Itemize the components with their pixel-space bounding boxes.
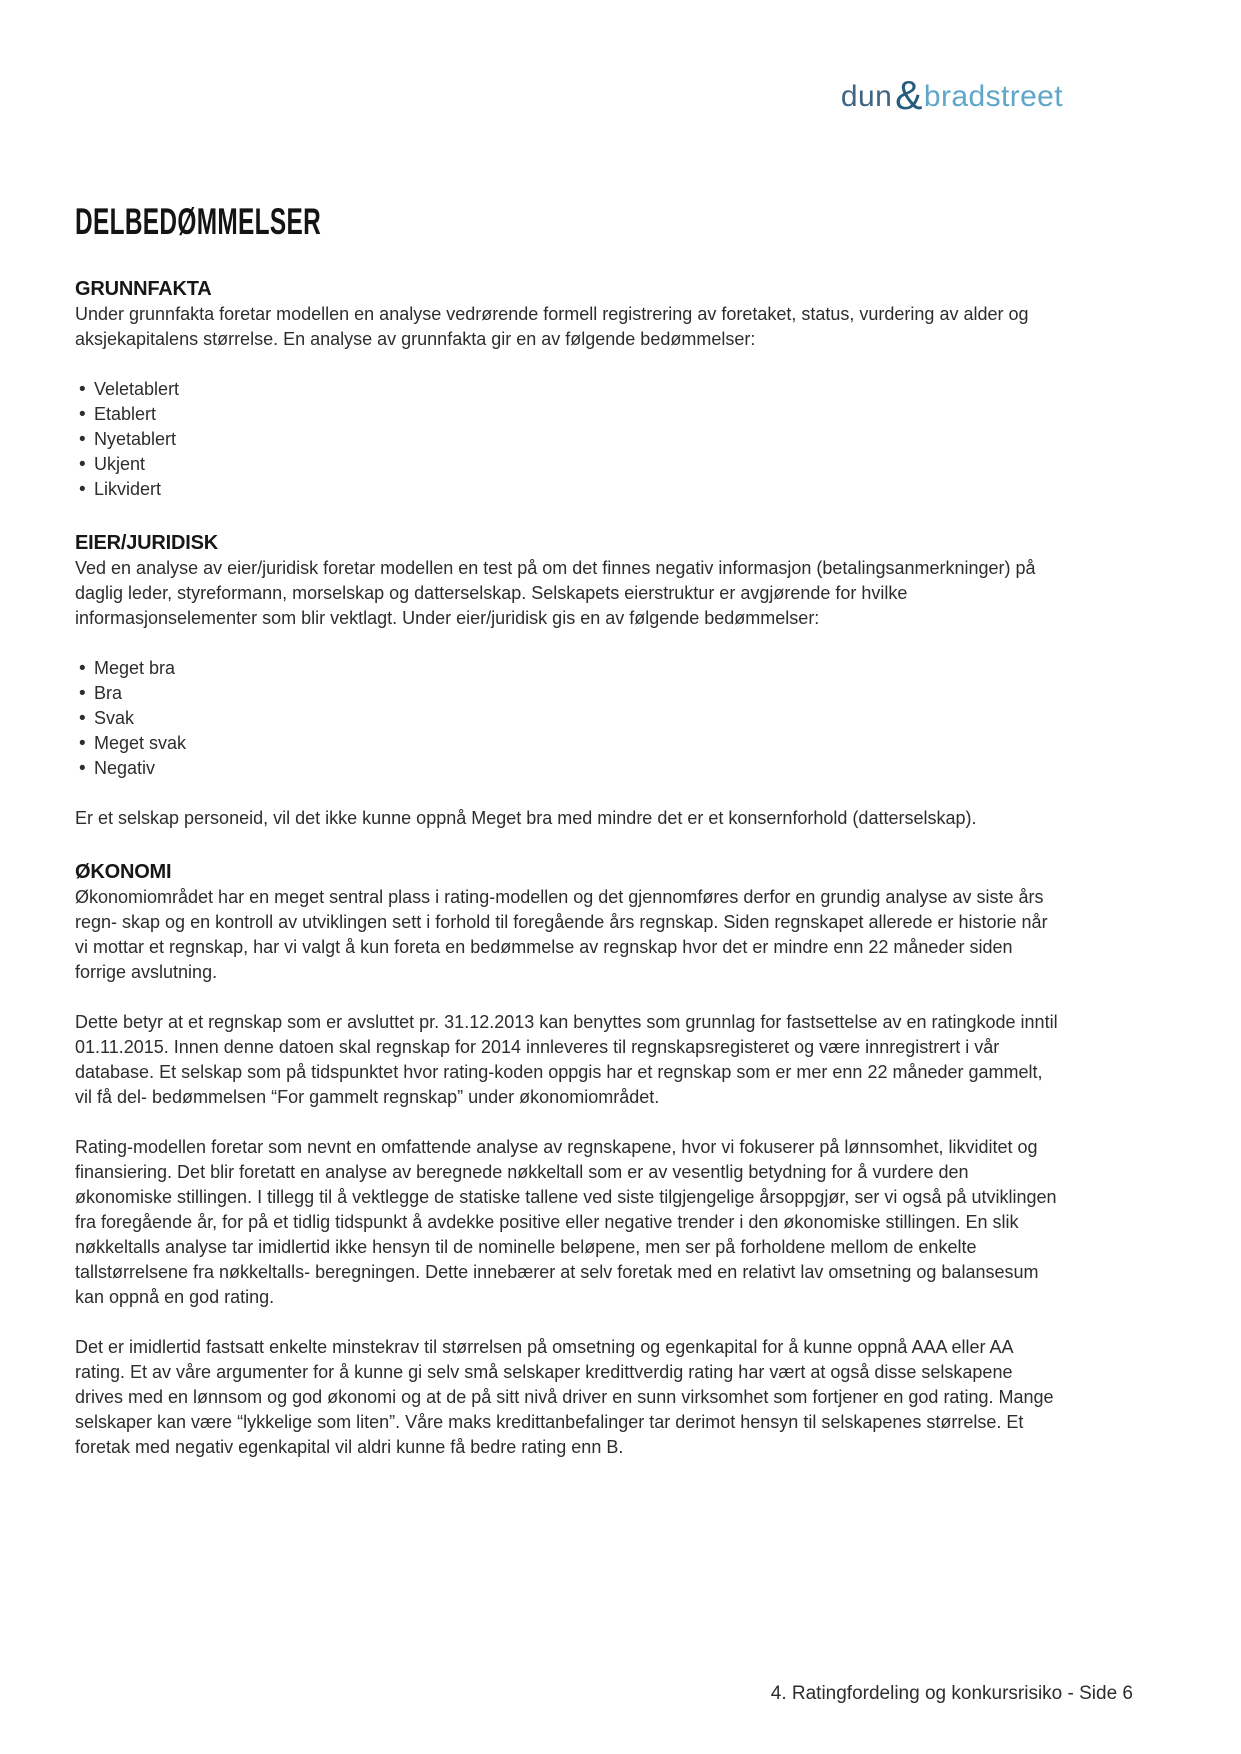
section-heading-grunnfakta: GRUNNFAKTA	[75, 278, 212, 300]
okonomi-paragraph-2: Dette betyr at et regnskap som er avsluttet pr. 31.12.2013 kan benyttes som grunnlag for fastsettelse av en ratingkode inntil 01.11.2015. Innen denne datoen skal regnskap for 2014 innleveres til regnskapsregisteret og være innregistrert i vår database. Et selskap som på tidspunktet hvor rating-koden oppgis har et regnskap som er mer enn 22 måneder gammelt, vil få del- bedømmelsen “For gammelt regnskap” under økonomiområdet.	[75, 1012, 1058, 1107]
list-item-label: Ukjent	[94, 454, 146, 474]
list-item-label: Meget svak	[94, 733, 187, 753]
list-item-label: Etablert	[94, 404, 157, 424]
bullet-icon: •	[79, 454, 86, 475]
logo-ampersand-icon: &	[895, 72, 923, 118]
section-eier-juridisk	[75, 531, 1060, 831]
list-item	[75, 377, 1060, 402]
list-item	[75, 681, 1060, 706]
list-item-label: Likvidert	[94, 479, 162, 499]
bullet-icon: •	[79, 379, 86, 400]
logo-word-bradstreet: bradstreet	[923, 80, 1063, 113]
section-heading-eier-juridisk: EIER/JURIDISK	[75, 532, 218, 554]
okonomi-paragraph-4: Det er imidlertid fastsatt enkelte minstekrav til størrelsen på omsetning og egenkapital for å kunne oppnå AAA eller AA rating. Et av våre argumenter for å kunne gi selv små selskaper kredittverdig rating har vært at også disse selskapene drives med en lønnsom og god økonomi og at de på sitt nivå driver en sunn virksomhet som fortjener en god rating. Mange selskaper kan være “lykkelige som liten”. Våre maks kredittanbefalinger tar derimot hensyn til selskapenes størrelse. Et foretak med negativ egenkapital vil aldri kunne få bedre rating enn B.	[75, 1337, 1054, 1457]
section-heading-okonomi: ØKONOMI	[75, 861, 172, 883]
bullet-icon: •	[79, 404, 86, 425]
grunnfakta-rating-list	[75, 377, 1060, 502]
eier-juridisk-note: Er et selskap personeid, vil det ikke kunne oppnå Meget bra med mindre det er et konsernforhold (datterselskap).	[75, 808, 977, 828]
section-okonomi	[75, 860, 1060, 1460]
list-item	[75, 656, 1060, 681]
okonomi-paragraph-1: Økonomiområdet har en meget sentral plass i rating-modellen og det gjennomføres derfor en grundig analyse av siste års regn- skap og en kontroll av utviklingen sett i forhold til foregående års regnskap. Siden regnskapet allerede er historie når vi mottar et regnskap, har vi valgt å kun foreta en bedømmelse av regnskap hvor det er mindre enn 22 måneder siden forrige avslutning.	[75, 887, 1048, 982]
eier-juridisk-rating-list	[75, 656, 1060, 781]
okonomi-paragraph-3: Rating-modellen foretar som nevnt en omfattende analyse av regnskapene, hvor vi fokuserer på lønnsomhet, likviditet og finansiering. Det blir foretatt en analyse av beregnede nøkkeltall som er av vesentlig betydning for å vurdere den økonomiske stillingen. I tillegg til å vektlegge de statiske tallene ved siste tilgjengelige årsoppgjør, ser vi også på utviklingen fra foregående år, for på et tidlig tidspunkt å avdekke positive eller negative trender i den økonomiske stillingen. En slik nøkkeltalls analyse tar imidlertid ikke hensyn til de nominelle beløpene, men ser på forholdene mellom de enkelte tallstørrelsene fra nøkkeltalls- beregningen. Dette innebærer at selv foretak med en relativt lav omsetning og balansesum kan oppnå en god rating.	[75, 1137, 1057, 1307]
page-title: DELBEDØMMELSER	[75, 201, 322, 242]
list-item-label: Veletablert	[94, 379, 180, 399]
list-item	[75, 452, 1060, 477]
logo-word-dun: dun	[840, 80, 893, 113]
document-content	[75, 201, 1060, 1460]
list-item-label: Nyetablert	[94, 429, 177, 449]
list-item	[75, 731, 1060, 756]
list-item	[75, 477, 1060, 502]
section-grunnfakta	[75, 277, 1060, 502]
bullet-icon: •	[79, 758, 86, 779]
list-item	[75, 427, 1060, 452]
list-item-label: Negativ	[94, 758, 156, 778]
bullet-icon: •	[79, 429, 86, 450]
page-footer: 4. Ratingfordeling og konkursrisiko - Side 6	[770, 1683, 1133, 1704]
list-item	[75, 756, 1060, 781]
bullet-icon: •	[79, 658, 86, 679]
dun-bradstreet-logo	[841, 72, 1063, 117]
list-item	[75, 706, 1060, 731]
section-intro-eier-juridisk: Ved en analyse av eier/juridisk foretar modellen en test på om det finnes negativ informasjon (betalingsanmerkninger) på daglig leder, styreformann, morselskap og datterselskap. Selskapets eierstruktur er avgjørende for hvilke informasjonselementer som blir vektlagt. Under eier/juridisk gis en av følgende bedømmelser:	[75, 558, 1036, 628]
list-item-label: Svak	[94, 708, 135, 728]
bullet-icon: •	[79, 733, 86, 754]
bullet-icon: •	[79, 479, 86, 500]
list-item	[75, 402, 1060, 427]
bullet-icon: •	[79, 683, 86, 704]
list-item-label: Bra	[94, 683, 123, 703]
list-item-label: Meget bra	[94, 658, 176, 678]
section-intro-grunnfakta: Under grunnfakta foretar modellen en analyse vedrørende formell registrering av foretaket, status, vurdering av alder og aksjekapitalens størrelse. En analyse av grunnfakta gir en av følgende bedømmelser:	[75, 304, 1029, 349]
bullet-icon: •	[79, 708, 86, 729]
